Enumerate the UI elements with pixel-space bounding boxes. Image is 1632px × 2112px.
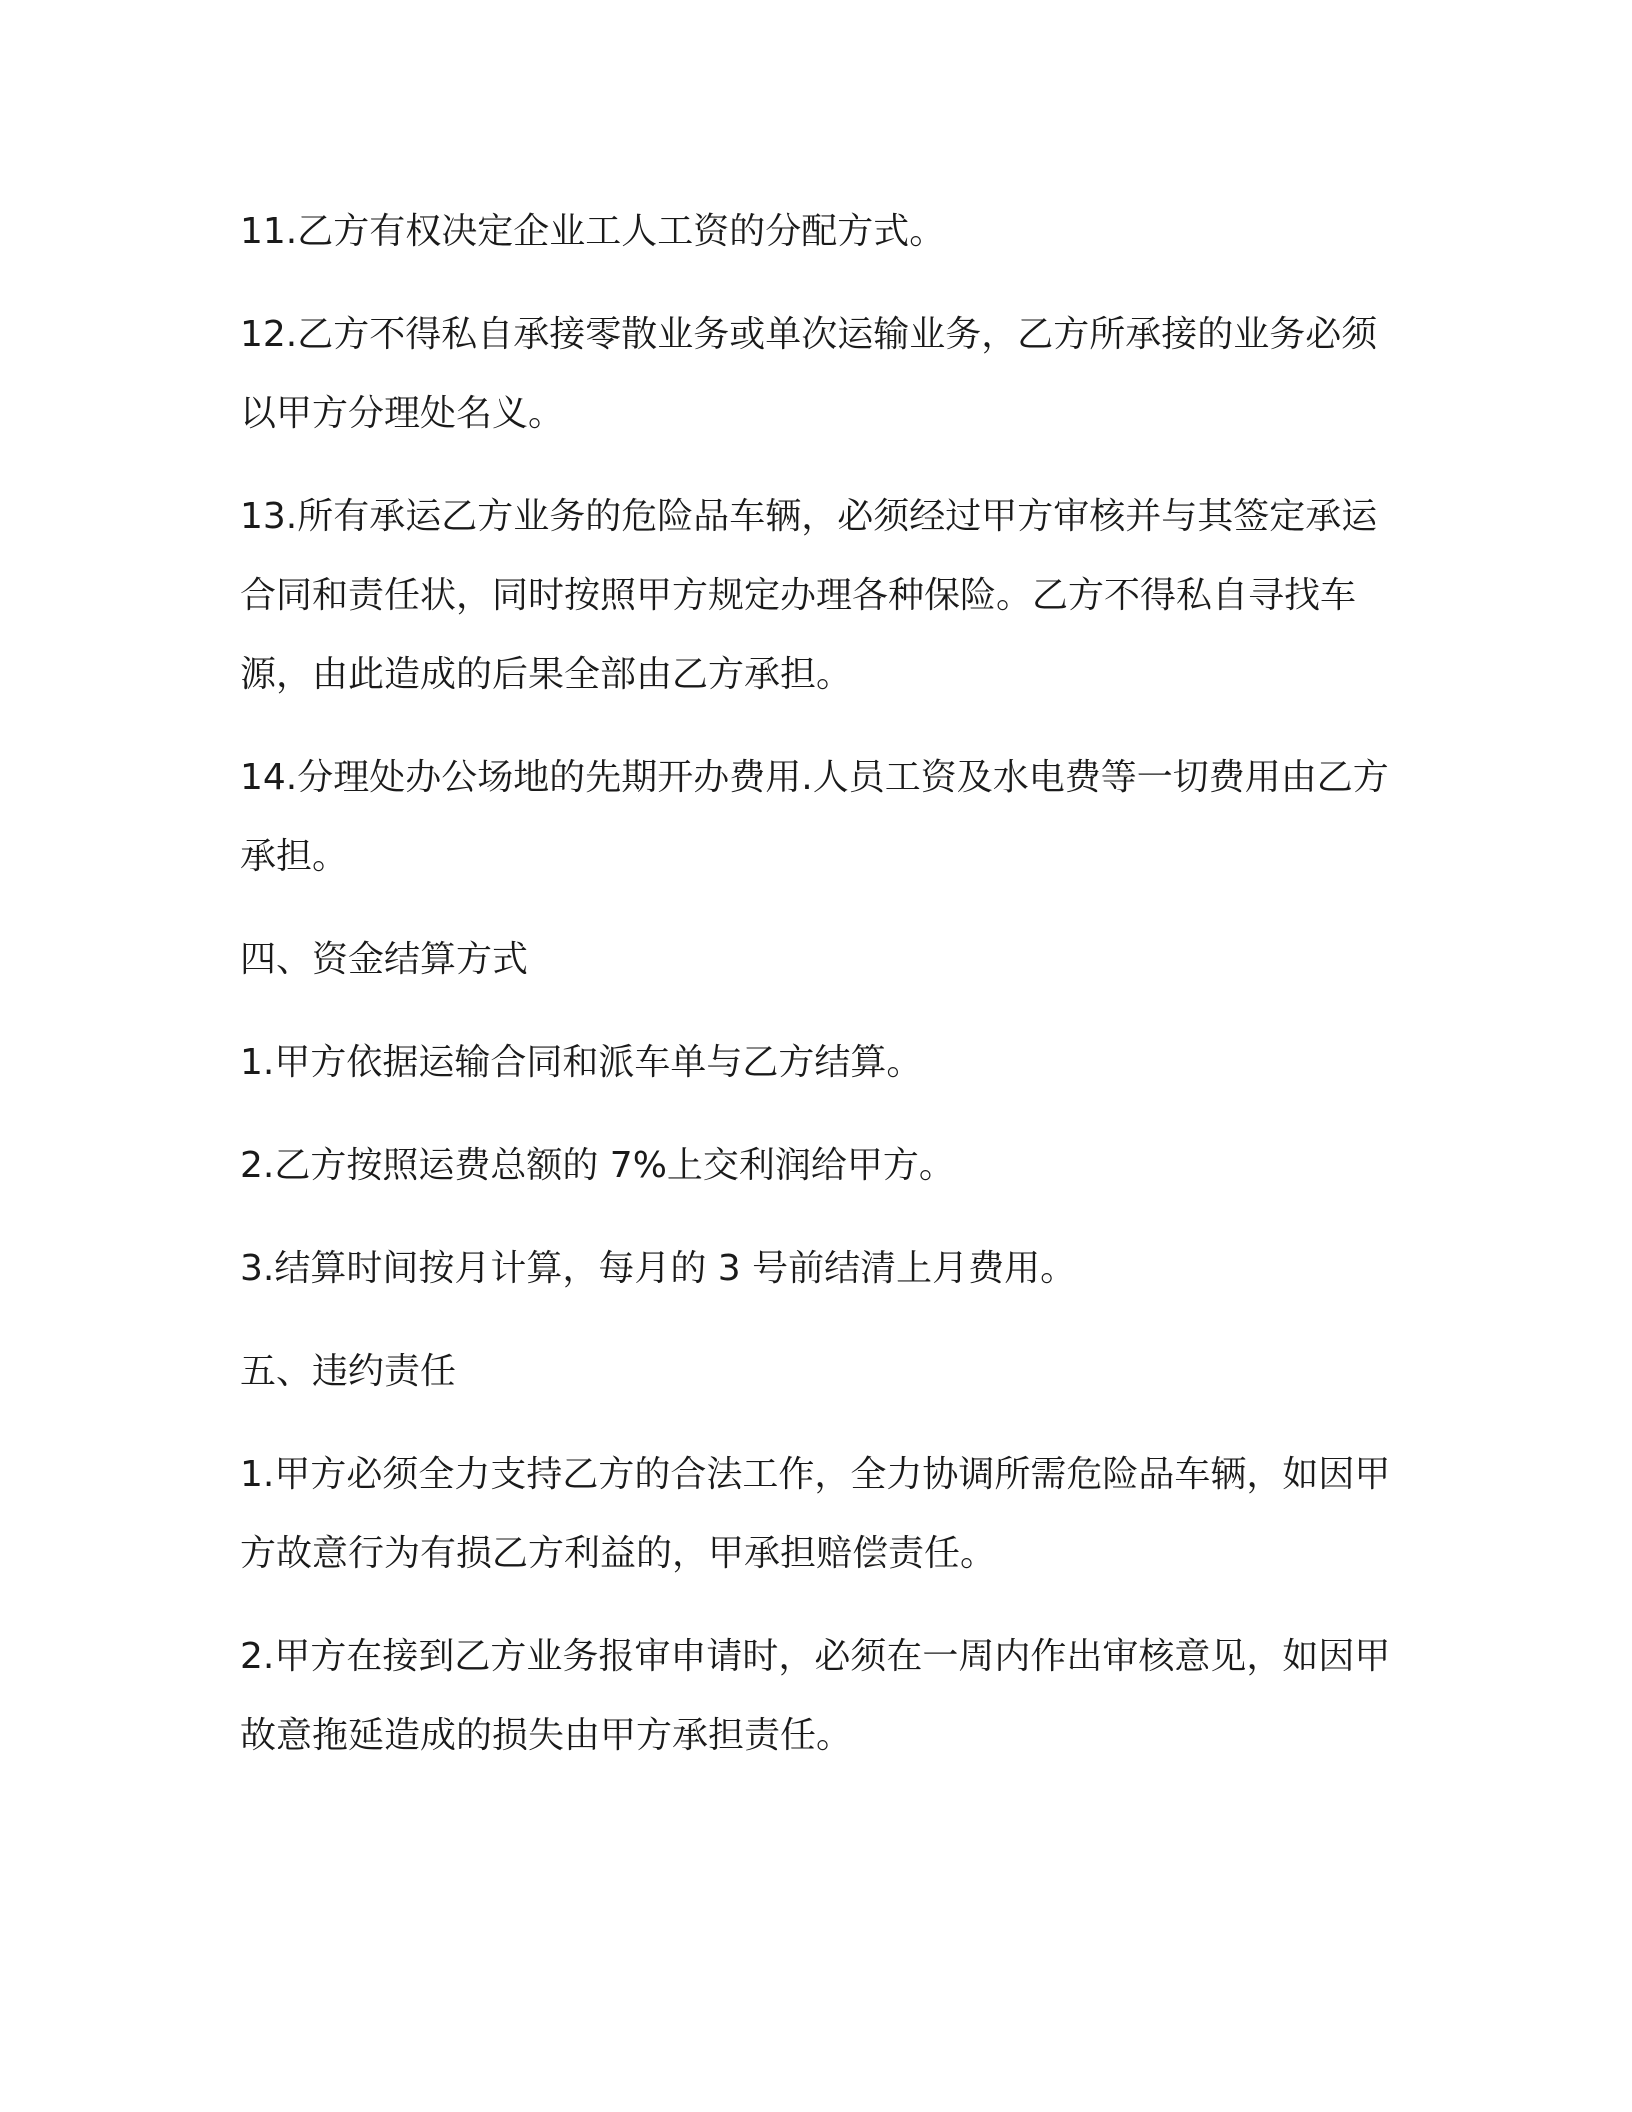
clause-12: 12.乙方不得私自承接零散业务或单次运输业务，乙方所承接的业务必须以甲方分理处名义。 (240, 314, 1378, 434)
clause-11: 11.乙方有权决定企业工人工资的分配方式。 (240, 211, 946, 252)
clause-13: 13.所有承运乙方业务的危险品车辆，必须经过甲方审核并与其签定承运合同和责任状，同时按照甲方规定办理各种保险。乙方不得私自寻找车源，由此造成的后果全部由乙方承担。 (240, 496, 1378, 695)
clause-14: 14.分理处办公场地的先期开办费用.人员工资及水电费等一切费用由乙方承担。 (240, 757, 1389, 877)
liability-clause-2: 2.甲方在接到乙方业务报审申请时，必须在一周内作出审核意见，如因甲故意拖延造成的损失由甲方承担责任。 (240, 1636, 1391, 1756)
document-page (240, 192, 1410, 1799)
section-heading-settlement: 四、资金结算方式 (240, 939, 529, 980)
settlement-clause-2: 2.乙方按照运费总额的 7%上交利润给甲方。 (240, 1145, 955, 1186)
liability-clause-1: 1.甲方必须全力支持乙方的合法工作，全力协调所需危险品车辆，如因甲方故意行为有损乙方利益的，甲承担赔偿责任。 (240, 1454, 1391, 1574)
settlement-clause-1: 1.甲方依据运输合同和派车单与乙方结算。 (240, 1042, 923, 1083)
settlement-clause-3: 3.结算时间按月计算，每月的 3 号前结清上月费用。 (240, 1248, 1077, 1289)
section-heading-liability: 五、违约责任 (240, 1351, 457, 1392)
